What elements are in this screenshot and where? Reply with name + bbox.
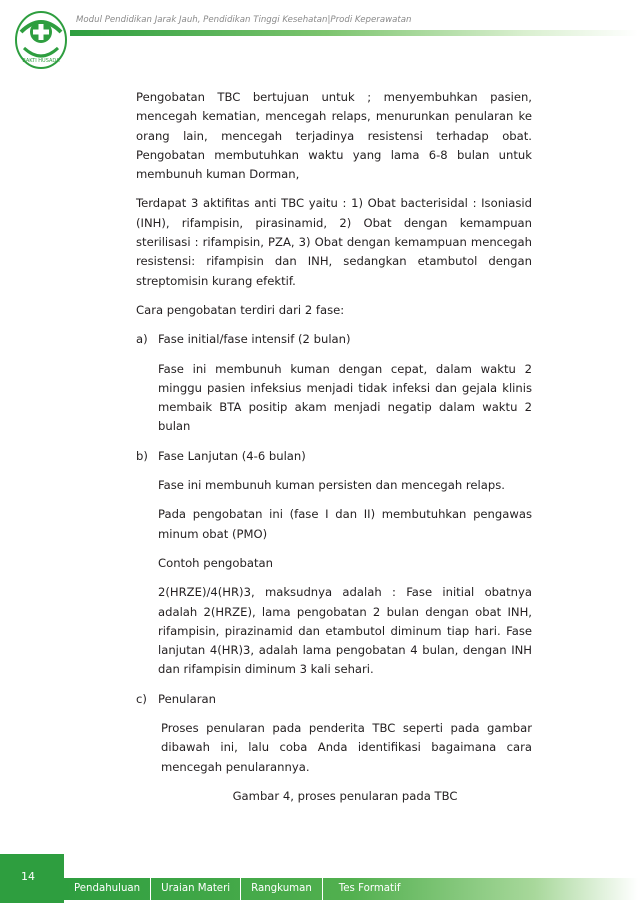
running-header: Modul Pendidikan Jarak Jauh, Pendidikan Tinggi Kesehatan|Prodi Keperawatan [76,15,412,25]
list-item-title: Fase initial/fase intensif (2 bulan) [158,332,351,347]
logo-lettering: BAKTI HUSADA [22,58,60,64]
list-item-b-text-4: 2(HRZE)/4(HR)3, maksudnya adalah : Fase initial obatnya adalah 2(HRZE), lama pengobatan 2 bulan dengan obat INH, rifampisin, pirazinamid dan etambutol diminum tiap hari. Fase lanjutan 4(HR)3, adalah lama pengobatan 4 bulan, dengan INH dan rifampisin diminum 3 kali sehari. [158,585,532,677]
footer-tab-rangkuman[interactable]: Rangkuman [241,878,323,900]
footer-tab-pendahuluan[interactable]: Pendahuluan [64,878,151,900]
footer-nav [64,878,638,900]
list-item-title: Penularan [158,691,216,706]
paragraph-treatment-goals: Pengobatan TBC bertujuan untuk ; menyembuhkan pasien, mencegah kematian, mencegah relaps, menurunkan penularan ke orang lain, mencegah terjadinya resistensi terhadap obat. Pengobatan membutuhkan waktu yang lama 6-8 bulan untuk membunuh kuman Dorman, [136,90,532,182]
paragraph-anti-tbc-activities: Terdapat 3 aktifitas anti TBC yaitu : 1) Obat bacterisidal : Isoniasid (INH), rifampisin, pirasinamid, 2) Obat dengan kemampuan sterilisasi : rifampisin, PZA, 3) Obat dengan kemampuan mencegah resistensi: rifampisin dan INH, sedangkan etambutol dengan streptomisin kurang efektif. [136,196,532,288]
list-marker: a) [136,332,148,347]
footer-tab-uraian-materi[interactable]: Uraian Materi [151,878,241,900]
list-item-a-text: Fase ini membunuh kuman dengan cepat, dalam waktu 2 minggu pasien infeksius menjadi tidak infeksi dan gejala klinis membaik BTA positip akam menjadi negatip dalam waktu 2 bulan [158,361,532,434]
list-item-b-text-2: Pada pengobatan ini (fase I dan II) membutuhkan pengawas minum obat (PMO) [158,507,532,541]
list-item-c [136,690,532,709]
main-content [136,88,532,816]
figure-caption: Gambar 4, proses penularan pada TBC [232,788,458,803]
list-item-c-text: Proses penularan pada penderita TBC seperti pada gambar dibawah ini, lalu coba Anda identifikasi bagaimana cara mencegah penularannya. [161,721,532,774]
list-item-title: Fase Lanjutan (4-6 bulan) [158,448,306,463]
header-rule [70,30,638,36]
page-number: 14 [0,854,64,903]
list-item-b-text-1: Fase ini membunuh kuman persisten dan mencegah relaps. [158,478,505,493]
paragraph-treatment-phases: Cara pengobatan terdiri dari 2 fase: [136,302,345,317]
bakti-husada-logo-icon [13,8,69,76]
list-item-a [136,330,532,349]
list-item-b [136,447,532,466]
list-marker: b) [136,448,148,463]
list-marker: c) [136,691,147,706]
list-item-b-text-3: Contoh pengobatan [158,555,273,570]
footer-tab-tes-formatif[interactable]: Tes Formatif [338,883,401,894]
